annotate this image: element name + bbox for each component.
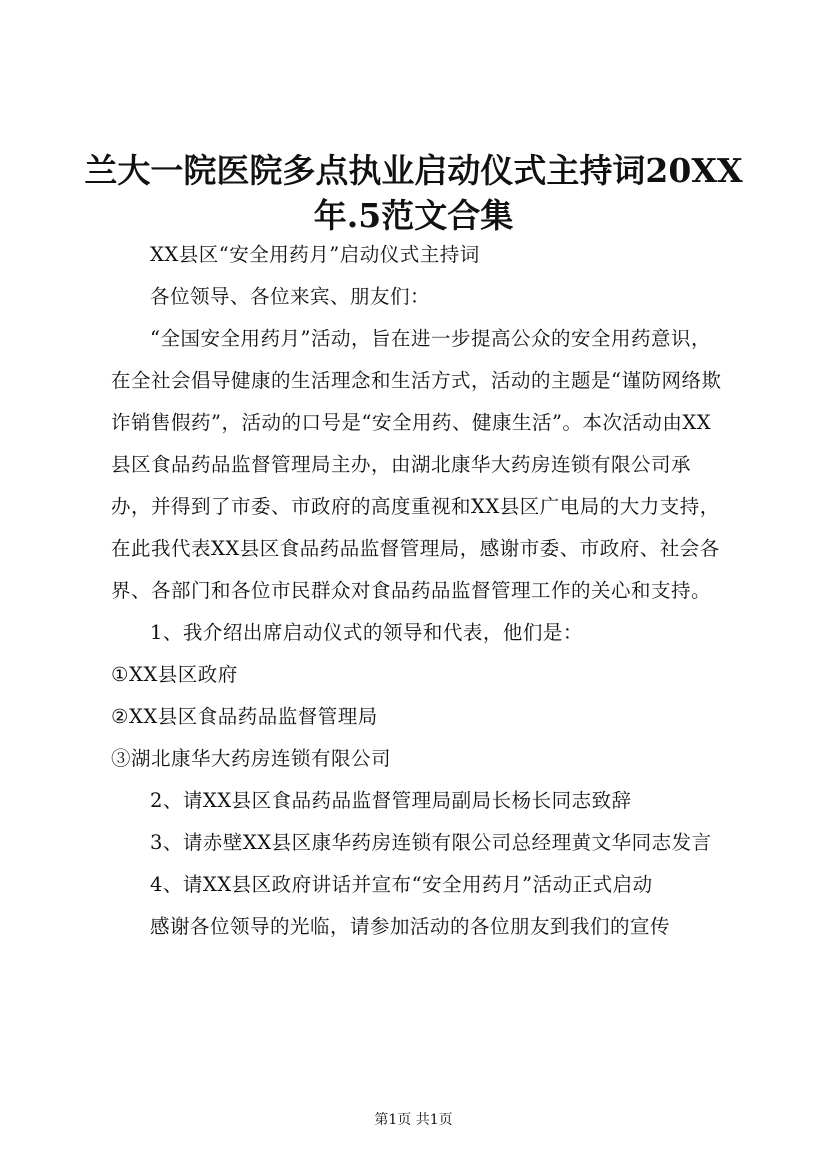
paragraph-greeting: 各位领导、各位来宾、朋友们：	[150, 285, 431, 308]
paragraph-list-1: ①XX县区政府	[111, 663, 238, 686]
document-body	[111, 234, 723, 948]
paragraph-item-1: 1、我介绍出席启动仪式的领导和代表，他们是：	[150, 621, 583, 644]
paragraph-list-2: ②XX县区食品药品监督管理局	[111, 705, 378, 728]
paragraph-intro: “全国安全用药月”活动，旨在进一步提高公众的安全用药意识，在全社会倡导健康的生活理念和生活方式，活动的主题是“谨防网络欺诈销售假药”，活动的口号是“安全用药、健康生活”。本次活动由XX县区食品药品监督管理局主办，由湖北康华大药房连锁有限公司承办，并得到了市委、市政府的高度重视和XX县区广电局的大力支持，在此我代表XX县区食品药品监督管理局，感谢市委、市政府、社会各界、各部门和各位市民群众对食品药品监督管理工作的关心和支持。	[111, 327, 722, 602]
paragraph-subtitle: XX县区“安全用药月”启动仪式主持词	[150, 243, 480, 266]
paragraph-item-2: 2、请XX县区食品药品监督管理局副局长杨长同志致辞	[150, 789, 632, 812]
paragraph-list-3: ③湖北康华大药房连锁有限公司	[111, 747, 392, 770]
paragraph-item-3: 3、请赤壁XX县区康华药房连锁有限公司总经理黄文华同志发言	[150, 831, 712, 854]
page-footer: 第1页 共1页	[374, 1112, 453, 1128]
paragraph-item-4: 4、请XX县区政府讲话并宣布“安全用药月”活动正式启动	[150, 873, 653, 896]
document-title: 兰大一院医院多点执业启动仪式主持词20XX年.5范文合集	[84, 151, 743, 235]
paragraph-closing: 感谢各位领导的光临，请参加活动的各位朋友到我们的宣传	[150, 915, 671, 938]
